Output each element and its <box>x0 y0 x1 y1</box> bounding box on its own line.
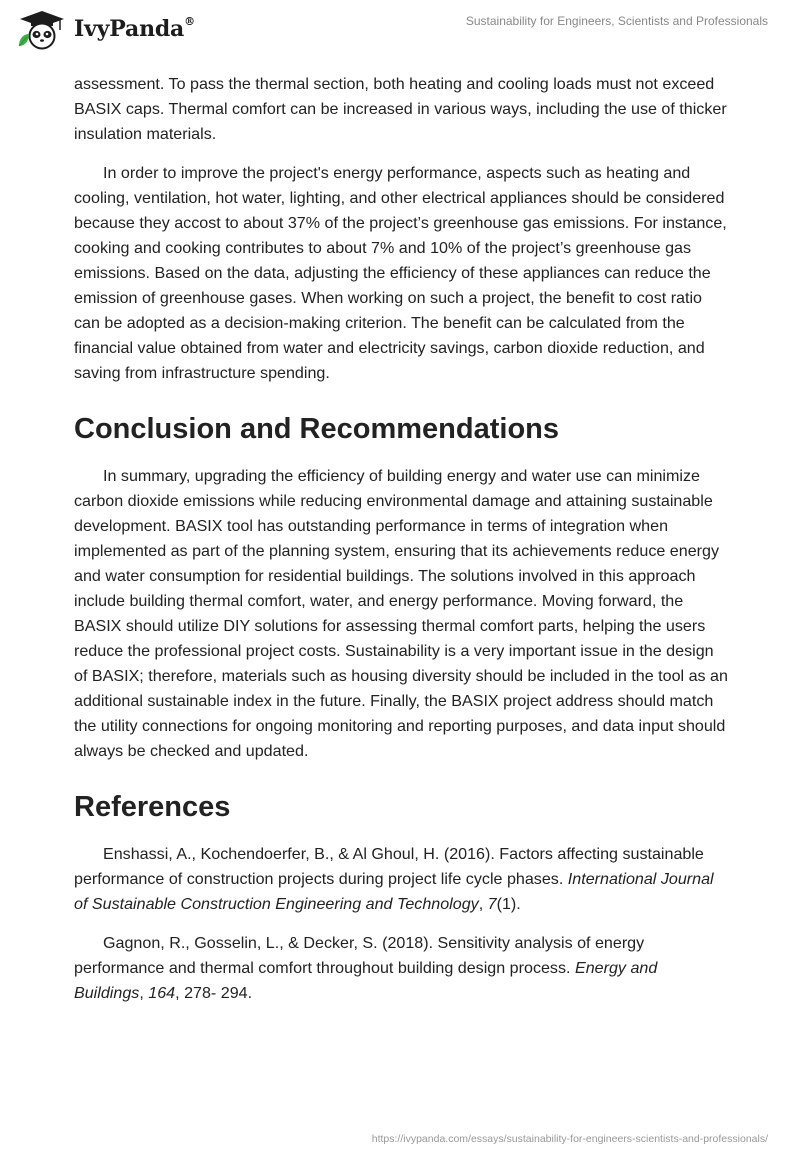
essay-body <box>74 72 730 1020</box>
reference-journal: International Journal of Sustainable Construction Engineering and Technology <box>74 870 714 913</box>
logo-text: IvyPanda <box>74 16 185 42</box>
paragraph: assessment. To pass the thermal section, both heating and cooling loads must not exceed BASIX caps. Thermal comfort can be increased in various ways, including the use of thicker insulation materials. <box>74 75 727 143</box>
reference-volume: 7 <box>487 895 497 913</box>
document-title: Sustainability for Engineers, Scientists and Professionals <box>465 14 768 28</box>
reference-entry <box>74 842 730 917</box>
registered-mark: ® <box>184 14 195 28</box>
reference-volume: 164 <box>148 984 176 1002</box>
reference-separator: , <box>139 984 149 1002</box>
page-header <box>0 0 800 60</box>
section-heading-references: References <box>74 791 231 823</box>
logo-wordmark <box>74 16 195 42</box>
reference-entry <box>74 931 730 1006</box>
ivypanda-logo[interactable] <box>16 10 195 50</box>
source-url-link[interactable]: https://ivypanda.com/essays/sustainability-for-engineers-scientists-and-professionals/ <box>371 1133 768 1145</box>
reference-authors: Gagnon, R., Gosselin, L., & Decker, S. (2018). Sensitivity analysis of energy performance and thermal comfort throughout building design process. <box>74 934 645 977</box>
reference-issue: (1). <box>496 895 521 913</box>
reference-journal: Energy and Buildings <box>74 959 658 1002</box>
panda-mascot-icon <box>16 10 68 50</box>
paragraph: In summary, upgrading the efficiency of building energy and water use can minimize carbon dioxide emissions while reducing environmental damage and attaining sustainable development. BASIX tool has outstanding performance in terms of integration when implemented as part of the planning system, ensuring that its achievements reduce energy and water consumption for residential buildings. The solutions involved in this approach include building thermal comfort, water, and energy performance. Moving forward, the BASIX should utilize DIY solutions for assessing thermal comfort parts, helping the users reduce the professional project costs. Sustainability is a very important issue in the design of BASIX; therefore, materials such as housing diversity should be included in the tool as an additional sustainable index in the future. Finally, the BASIX project address should match the utility connections for ongoing monitoring and reporting purposes, and data input should always be checked and updated. <box>74 467 728 760</box>
reference-authors: Enshassi, A., Kochendoerfer, B., & Al Ghoul, H. (2016). Factors affecting sustainable performance of construction projects during project life cycle phases. <box>74 845 704 888</box>
reference-pages: , 278- 294. <box>175 984 253 1002</box>
reference-separator: , <box>478 895 488 913</box>
section-heading-conclusion: Conclusion and Recommendations <box>74 413 559 445</box>
paragraph: In order to improve the project's energy performance, aspects such as heating and cooling, ventilation, hot water, lighting, and other electrical appliances should be considered because they accost to about 37% of the project’s greenhouse gas emissions. For instance, cooking and cooking contributes to about 7% and 10% of the project’s greenhouse gas emissions. Based on the data, adjusting the efficiency of these appliances can reduce the emission of greenhouse gases. When working on such a project, the benefit to cost ratio can be adopted as a decision-making criterion. The benefit can be calculated from the financial value obtained from water and electricity savings, carbon dioxide reduction, and saving from infrastructure spending. <box>74 164 727 382</box>
